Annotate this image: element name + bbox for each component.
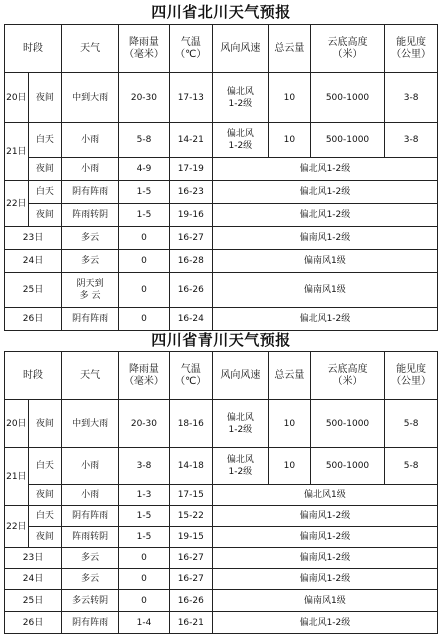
day-cell: 26日 [5,308,62,331]
weather-cell: 中到大雨 [62,400,119,448]
wind-cell: 偏南风1-2级 [212,548,437,569]
temp-cell: 17-19 [169,158,212,181]
forecast-title-qingchuan: 四川省青川天气预报 [151,331,291,349]
day-cell: 21日 [5,123,29,181]
temp-cell: 16-23 [169,181,212,204]
temp-cell: 18-16 [169,400,212,448]
header-wind: 风向风速 [212,352,268,400]
temp-cell: 14-21 [169,123,212,158]
time-cell: 夜间 [28,527,61,548]
header-period: 时段 [5,25,62,73]
day-cell: 25日 [5,273,62,308]
table-row [5,181,438,204]
temp-cell: 14-18 [169,448,212,485]
temp-cell: 19-16 [169,204,212,227]
table-row [5,448,438,485]
table-row [5,250,438,273]
day-cell: 20日 [5,73,29,123]
wind-cell: 偏南风1级 [212,590,437,612]
day-cell: 24日 [5,569,62,590]
header-cloud: 总云量 [268,25,310,73]
time-cell: 夜间 [28,73,61,123]
rain-cell: 0 [119,308,170,331]
table-row [5,158,438,181]
table-row [5,506,438,527]
rain-cell: 1-5 [119,204,170,227]
wind-cell: 偏北风 1-2级 [212,73,268,123]
day-cell: 23日 [5,227,62,250]
table-row [5,400,438,448]
time-cell: 夜间 [28,485,61,506]
rain-cell: 4-9 [119,158,170,181]
weather-cell: 多云 [62,227,119,250]
time-cell: 白天 [28,181,61,204]
weather-cell: 小雨 [62,158,119,181]
temp-cell: 16-27 [169,227,212,250]
header-visibility: 能见度 （公里） [385,25,438,73]
wind-cell: 偏北风1-2级 [212,204,437,227]
wind-cell: 偏北风 1-2级 [212,123,268,158]
cloud-cell: 10 [268,123,310,158]
wind-cell: 偏南风1-2级 [212,527,437,548]
weather-cell: 小雨 [62,448,119,485]
day-cell: 23日 [5,548,62,569]
rain-cell: 20-30 [119,73,170,123]
temp-cell: 17-15 [169,485,212,506]
header-weather: 天气 [62,352,119,400]
rain-cell: 1-5 [119,506,170,527]
header-temperature: 气温 （℃） [169,352,212,400]
weather-cell: 阴有阵雨 [62,506,119,527]
weather-cell: 多云 [62,250,119,273]
cloud-cell: 10 [268,400,310,448]
header-cloud: 总云量 [268,352,310,400]
rain-cell: 3-8 [119,448,170,485]
day-cell: 26日 [5,612,62,634]
rain-cell: 5-8 [119,123,170,158]
day-cell: 21日 [5,448,29,506]
day-cell: 20日 [5,400,29,448]
temp-cell: 16-27 [169,569,212,590]
rain-cell: 20-30 [119,400,170,448]
weather-cell: 阴有阵雨 [62,308,119,331]
table-header-row [5,25,438,73]
weather-cell: 阵雨转阴 [62,527,119,548]
wind-cell: 偏南风1级 [212,250,437,273]
header-temperature: 气温 （℃） [169,25,212,73]
table-row [5,590,438,612]
time-cell: 白天 [28,448,61,485]
wind-cell: 偏北风1级 [212,485,437,506]
temp-cell: 16-26 [169,273,212,308]
header-weather: 天气 [62,25,119,73]
weather-cell: 阴天到 多 云 [62,273,119,308]
rain-cell: 0 [119,273,170,308]
cloud-cell: 10 [268,448,310,485]
visibility-cell: 3-8 [385,73,438,123]
base-cell: 500-1000 [310,73,384,123]
wind-cell: 偏南风1-2级 [212,227,437,250]
temp-cell: 16-26 [169,590,212,612]
base-cell: 500-1000 [310,123,384,158]
table-row [5,527,438,548]
visibility-cell: 5-8 [385,448,438,485]
day-cell: 22日 [5,506,29,548]
wind-cell: 偏北风1-2级 [212,308,437,331]
day-cell: 24日 [5,250,62,273]
table-header-row [5,352,438,400]
cloud-cell: 10 [268,73,310,123]
wind-cell: 偏北风 1-2级 [212,448,268,485]
table-row [5,73,438,123]
rain-cell: 1-3 [119,485,170,506]
header-cloud-base: 云底高度 （米） [310,352,384,400]
time-cell: 夜间 [28,400,61,448]
temp-cell: 16-21 [169,612,212,634]
wind-cell: 偏南风1-2级 [212,569,437,590]
weather-cell: 小雨 [62,123,119,158]
weather-cell: 小雨 [62,485,119,506]
weather-cell: 阵雨转阴 [62,204,119,227]
temp-cell: 16-28 [169,250,212,273]
forecast-title-beichuan: 四川省北川天气预报 [151,3,291,21]
table-row [5,548,438,569]
table-row [5,612,438,634]
header-visibility: 能见度 （公里） [385,352,438,400]
time-cell: 白天 [28,506,61,527]
temp-cell: 15-22 [169,506,212,527]
wind-cell: 偏南风1-2级 [212,506,437,527]
time-cell: 夜间 [28,158,61,181]
time-cell: 夜间 [28,204,61,227]
rain-cell: 0 [119,250,170,273]
rain-cell: 0 [119,227,170,250]
header-cloud-base: 云底高度 （米） [310,25,384,73]
weather-cell: 阴有阵雨 [62,612,119,634]
time-cell: 白天 [28,123,61,158]
wind-cell: 偏南风1级 [212,273,437,308]
temp-cell: 19-15 [169,527,212,548]
visibility-cell: 5-8 [385,400,438,448]
wind-cell: 偏北风 1-2级 [212,400,268,448]
visibility-cell: 3-8 [385,123,438,158]
day-cell: 25日 [5,590,62,612]
table-row [5,485,438,506]
table-row [5,569,438,590]
table-row [5,204,438,227]
table-row [5,308,438,331]
table-row [5,123,438,158]
wind-cell: 偏北风1-2级 [212,158,437,181]
weather-cell: 中到大雨 [62,73,119,123]
header-rainfall: 降雨量 （毫米） [119,25,170,73]
header-period: 时段 [5,352,62,400]
base-cell: 500-1000 [310,448,384,485]
rain-cell: 0 [119,548,170,569]
temp-cell: 16-24 [169,308,212,331]
wind-cell: 偏北风1-2级 [212,181,437,204]
table-row [5,273,438,308]
forecast-table-qingchuan [4,351,438,634]
base-cell: 500-1000 [310,400,384,448]
day-cell: 22日 [5,181,29,227]
header-wind: 风向风速 [212,25,268,73]
header-rainfall: 降雨量 （毫米） [119,352,170,400]
rain-cell: 0 [119,569,170,590]
forecast-table-beichuan [4,24,438,331]
wind-cell: 偏北风1-2级 [212,612,437,634]
table-row [5,227,438,250]
rain-cell: 0 [119,590,170,612]
weather-cell: 多云 [62,569,119,590]
temp-cell: 16-27 [169,548,212,569]
weather-cell: 多云 [62,548,119,569]
rain-cell: 1-5 [119,181,170,204]
weather-cell: 多云转阴 [62,590,119,612]
rain-cell: 1-5 [119,527,170,548]
weather-cell: 阴有阵雨 [62,181,119,204]
temp-cell: 17-13 [169,73,212,123]
rain-cell: 1-4 [119,612,170,634]
